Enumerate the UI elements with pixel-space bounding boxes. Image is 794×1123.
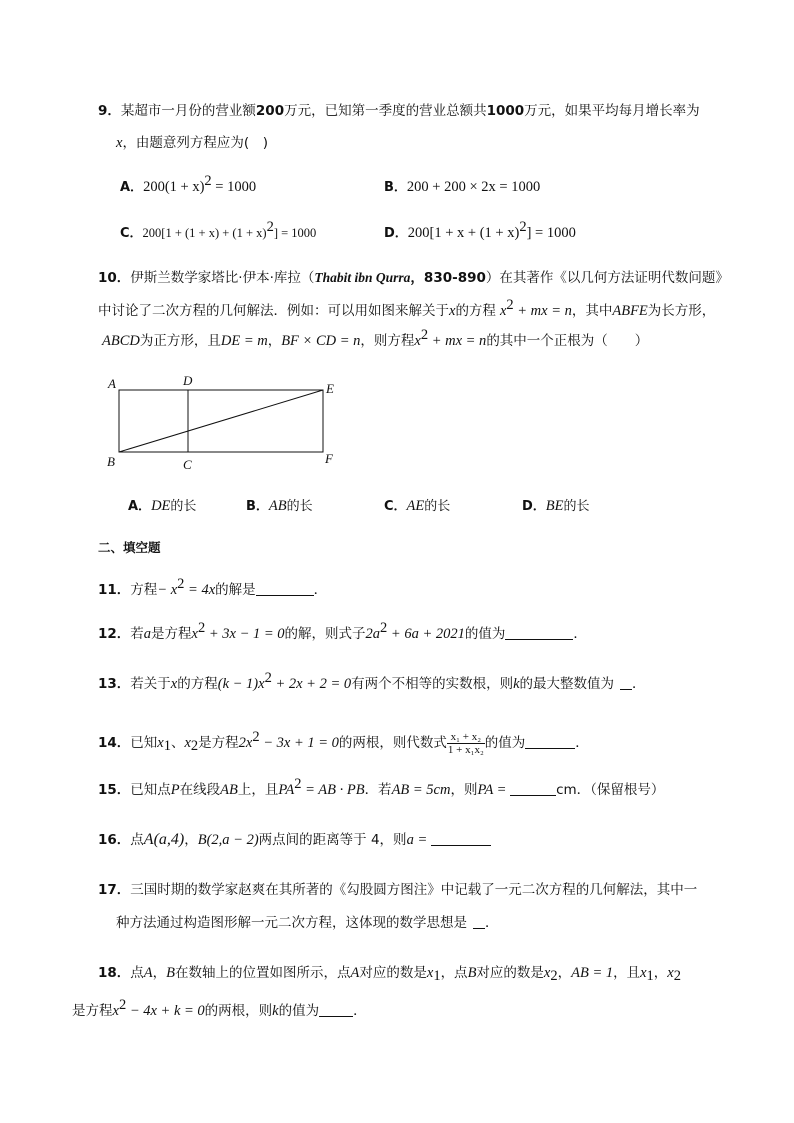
- q13: 13．若关于x的方程$(k - 1)x^2 + 2x + 2 = 0$有两个不相等的实数根，则k的最大整数值为 ．: [98, 670, 646, 692]
- q12: 12．若a是方程$x^2 + 3x - 1 = 0$的解，则式子$2a^2 + 6a + 2021$的值为 ．: [98, 620, 587, 642]
- q9-option-d[interactable]: D．$200[1 + x + (1 + x)^2] = 1000$: [384, 219, 576, 241]
- q10-number: 10．: [98, 270, 131, 286]
- segment-be: [119, 390, 323, 452]
- q15-answer-blank[interactable]: [510, 781, 556, 796]
- q17-number: 17．: [98, 882, 131, 898]
- label-a: A: [108, 376, 116, 391]
- q11: 11．方程− $x^2 = 4x$的解是 ．: [98, 576, 328, 598]
- q18-line1: 18．点A，B在数轴上的位置如图所示，点A对应的数是$x_1$，点B对应的数是$x_2$，AB = 1，且$x_1$，$x_2$: [98, 965, 681, 984]
- q9-line1: 9．某超市一月份的营业额200万元，已知第一季度的营业总额共1000万元，如果平均每月增长率为: [98, 103, 700, 119]
- q13-answer-blank[interactable]: [620, 675, 632, 690]
- q9-option-a[interactable]: A．$200(1 + x)^2 = 1000$: [120, 173, 257, 195]
- q11-answer-blank[interactable]: [256, 581, 314, 596]
- q10-figure: [100, 370, 350, 475]
- label-b: B: [107, 454, 115, 469]
- q18-line2: 是方程$x^2 - 4x + k = 0$的两根，则k的值为 ．: [72, 997, 367, 1019]
- q16-answer-blank[interactable]: [431, 831, 491, 846]
- q10-option-b[interactable]: B．AB的长: [246, 498, 313, 514]
- q10-option-d[interactable]: D．BE的长: [522, 498, 590, 514]
- label-c: C: [183, 457, 192, 472]
- label-f: F: [325, 451, 333, 466]
- q9-line2: x，由题意列方程应为( ): [116, 135, 268, 151]
- q18-number: 18．: [98, 965, 131, 981]
- q15-number: 15．: [98, 782, 131, 798]
- q15: 15．已知点P在线段AB上，且$PA^2$ = AB · PB．若AB = 5cm，则PA = cm．（保留根号）: [98, 776, 665, 798]
- q9-number: 9．: [98, 103, 121, 119]
- q10-line3: ABCD为正方形，且DE = m，BF × CD = n，则方程$x^2$ + mx = n的其中一个正根为（ ）: [102, 327, 649, 349]
- q16-number: 16．: [98, 832, 131, 848]
- q14-fraction: $\frac{\text{x₁ + x₂}}{\text{1 + x₁x₂}}$: [447, 730, 484, 756]
- label-d: D: [183, 373, 193, 388]
- q9-option-b[interactable]: B．200 + 200 × 2x = 1000: [384, 179, 541, 195]
- q17-line2: 种方法通过构造图形解一元二次方程，这体现的数学思想是 ．: [116, 915, 499, 931]
- q16: 16．点A(a,4)，B(2,a − 2)两点间的距离等于 4，则a =: [98, 830, 491, 850]
- q10-option-a[interactable]: A．DE的长: [128, 498, 197, 514]
- q12-number: 12．: [98, 626, 131, 642]
- q9-option-c[interactable]: C．$200[1 + (1 + x) + (1 + x)^2] = 1000$: [120, 219, 317, 241]
- q14-number: 14．: [98, 735, 131, 751]
- q18-answer-blank[interactable]: [319, 1002, 353, 1017]
- q11-number: 11．: [98, 582, 131, 598]
- q17-line1: 17．三国时期的数学家赵爽在其所著的《勾股圆方图注》中记载了一元二次方程的几何解法，其中一: [98, 882, 698, 898]
- section-title-fill-in: 二、填空题: [98, 540, 161, 555]
- q12-answer-blank[interactable]: [505, 625, 573, 640]
- q14: 14．已知$x_1$、$x_2$是方程$2x^2 - 3x + 1 = 0$的两根，则代数式 $\frac{\text{x₁ + x₂}}{\text{1 + x₁x₂}}$ 的值为 ．: [98, 729, 589, 756]
- q13-number: 13．: [98, 676, 131, 692]
- q10-line2: 中讨论了二次方程的几何解法．例如：可以用如图来解关于x的方程 $x^2$ + mx = n，其中ABFE为长方形，: [98, 297, 716, 319]
- q17-answer-blank[interactable]: [473, 914, 485, 929]
- label-e: E: [326, 381, 334, 396]
- q10-option-c[interactable]: C．AE的长: [384, 498, 451, 514]
- q14-answer-blank[interactable]: [525, 734, 575, 749]
- q10-line1: 10．伊斯兰数学家塔比·伊本·库拉（Thabit ibn Qurra，830-890）在其著作《以几何方法证明代数问题》: [98, 270, 729, 286]
